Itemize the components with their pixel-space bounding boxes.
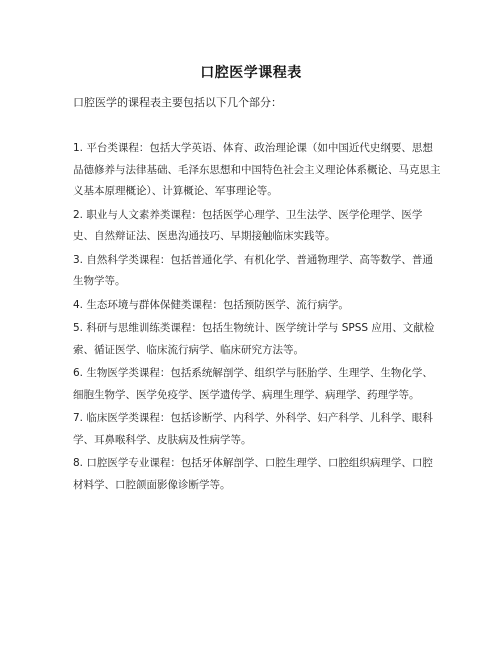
course-list (73, 138, 441, 498)
course-item-2: 2. 职业与人文素养类课程：包括医学心理学、卫生法学、医学伦理学、医学史、自然辩证法、医患沟通技巧、早期接触临床实践等。 (73, 208, 423, 242)
course-item-6: 6. 生物医学类课程：包括系统解剖学、组织学与胚胎学、生理学、生物化学、细胞生物学、医学免疫学、医学遗传学、病理生理学、病理学、药理学等。 (73, 367, 433, 401)
course-item-7: 7. 临床医学类课程：包括诊断学、内科学、外科学、妇产科学、儿科学、眼科学、耳鼻喉科学、皮肤病及性病学等。 (73, 412, 433, 446)
course-item-5: 5. 科研与思维训练类课程：包括生物统计、医学统计学与 SPSS 应用、文献检索、循证医学、临床流行病学、临床研究方法等。 (73, 322, 435, 356)
course-item-4: 4. 生态环境与群体保健类课程：包括预防医学、流行病学。 (73, 298, 349, 311)
course-item-3: 3. 自然科学类课程：包括普通化学、有机化学、普通物理学、高等数学、普通生物学等。 (73, 253, 433, 287)
document-title: 口腔医学课程表 (200, 65, 302, 81)
intro-paragraph: 口腔医学的课程表主要包括以下几个部分： (73, 96, 282, 109)
course-item-1: 1. 平台类课程：包括大学英语、体育、政治理论课（如中国近代史纲要、思想品德修养与法律基础、毛泽东思想和中国特色社会主义理论体系概论、马克思主义基本原理概论）、计算概论、军事理论等。 (73, 142, 441, 197)
course-item-8: 8. 口腔医学专业课程：包括牙体解剖学、口腔生理学、口腔组织病理学、口腔材料学、口腔颌面影像诊断学等。 (73, 457, 433, 491)
